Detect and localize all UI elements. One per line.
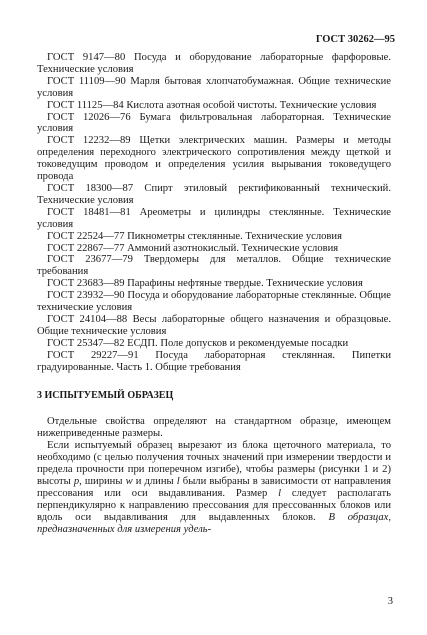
symbol-w: w: [125, 475, 133, 487]
page-content: [37, 52, 391, 535]
symbol-p: p: [73, 475, 80, 487]
section-title: 3 ИСПЫТУЕМЫЙ ОБРАЗЕЦ: [37, 390, 174, 402]
paragraph-2-text-b: , ширины: [79, 475, 126, 487]
reference-item: ГОСТ 11109—90 Марля бытовая хлопчатобумажная. Общие технические условия: [37, 75, 391, 99]
paragraph-2-text-e: следует располагать перпендикулярно к направлению прессования для прессованных блоков или вдоль оси выдавливания для выдавленных блоков.: [37, 487, 391, 523]
reference-item: ГОСТ 29227—91 Посуда лабораторная стеклянная. Пипетки градуированные. Часть 1. Общие требования: [37, 349, 391, 373]
reference-item: ГОСТ 11125—84 Кислота азотная особой чистоты. Технические условия: [47, 99, 377, 111]
reference-item: ГОСТ 12232—89 Щетки электрических машин. Размеры и методы определения переходного электрического сопротивления между щеткой и токоведущим проводом и определения усилия вырывания токоведущего провода: [37, 135, 391, 183]
reference-item: ГОСТ 22524—77 Пикнометры стеклянные. Технические условия: [47, 230, 342, 242]
paragraph-2-text-a: Если испытуемый образец вырезают из блока щеточного материала, то необходимо (с целью получения точных значений при измерении твердости и предела прочности при поперечном изгибе), чтобы размеры (рисунки 1 и 2) высоты: [37, 440, 391, 487]
reference-item: ГОСТ 12026—76 Бумага фильтровальная лабораторная. Технические условия: [37, 111, 391, 135]
paragraph-2-italic-tail: В образцах, предназначенных для измерения удель-: [37, 511, 391, 535]
paragraph-1: Отдельные свойства определяют на стандартном образце, имеющем нижеприведенные размеры.: [37, 416, 391, 440]
paragraph-2: [37, 440, 391, 535]
reference-item: ГОСТ 9147—80 Посуда и оборудование лабораторные фарфоровые. Технические условия: [37, 52, 391, 75]
paragraph-2-text-c: и длины: [132, 475, 177, 487]
symbol-l: l: [278, 487, 282, 499]
symbol-l: l: [176, 475, 180, 487]
reference-item: ГОСТ 22867—77 Аммоний азотнокислый. Технические условия: [47, 242, 339, 254]
paragraph-2-text-d: были выбраны в зависимости от направления прессования или оси выдавливания. Размер: [37, 475, 392, 499]
reference-item: ГОСТ 18300—87 Спирт этиловый ректификованный технический. Технические условия: [37, 182, 391, 206]
reference-item: ГОСТ 23677—79 Твердомеры для металлов. Общие технические требования: [37, 254, 391, 278]
reference-item: ГОСТ 23683—89 Парафины нефтяные твердые. Технические условия: [47, 278, 363, 290]
reference-item: ГОСТ 18481—81 Ареометры и цилиндры стеклянные. Технические условия: [37, 206, 391, 230]
reference-item: ГОСТ 24104—88 Весы лабораторные общего назначения и образцовые. Общие технические условия: [37, 313, 391, 337]
reference-item: ГОСТ 25347—82 ЕСДП. Поле допусков и рекомендуемые посадки: [47, 337, 349, 349]
document-header: ГОСТ 30262—95: [315, 34, 395, 45]
reference-item: ГОСТ 23932—90 Посуда и оборудование лабораторные стеклянные. Общие технические условия: [37, 290, 391, 314]
page-number: 3: [387, 596, 393, 607]
